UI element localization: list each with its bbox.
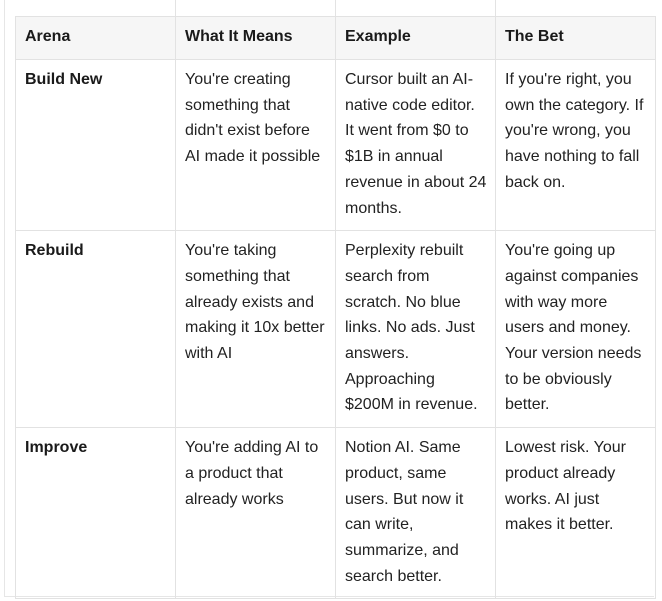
table-row: [16, 428, 656, 599]
arena-cell: Build New: [16, 60, 176, 231]
table-body: [16, 60, 656, 599]
frame-divider: [335, 0, 336, 16]
frame-divider: [175, 0, 176, 16]
meaning-cell: You're taking something that already exists and making it 10x better with AI: [176, 231, 336, 428]
example-cell: Cursor built an AI-native code editor. It went from $0 to $1B in annual revenue in about 24 months.: [336, 60, 496, 231]
header-row: [16, 17, 656, 60]
table-row: [16, 231, 656, 428]
bet-cell: If you're right, you own the category. If you're wrong, you have nothing to fall back on.: [496, 60, 656, 231]
example-cell: Notion AI. Same product, same users. But now it can write, summarize, and search better.: [336, 428, 496, 599]
meaning-cell: You're creating something that didn't exist before AI made it possible: [176, 60, 336, 231]
arena-cell: Rebuild: [16, 231, 176, 428]
bet-cell: Lowest risk. Your product already works. AI just makes it better.: [496, 428, 656, 599]
header-the-bet: The Bet: [496, 17, 656, 60]
table-row: [16, 60, 656, 231]
example-cell: Perplexity rebuilt search from scratch. No blue links. No ads. Just answers. Approaching $200M in revenue.: [336, 231, 496, 428]
header-example: Example: [336, 17, 496, 60]
meaning-cell: You're adding AI to a product that already works: [176, 428, 336, 599]
frame-divider: [495, 0, 496, 16]
arena-cell: Improve: [16, 428, 176, 599]
header-arena: Arena: [16, 17, 176, 60]
arena-comparison-table: [15, 16, 656, 599]
table-header: [16, 17, 656, 60]
bet-cell: You're going up against companies with way more users and money. Your version needs to be obviously better.: [496, 231, 656, 428]
header-what-it-means: What It Means: [176, 17, 336, 60]
